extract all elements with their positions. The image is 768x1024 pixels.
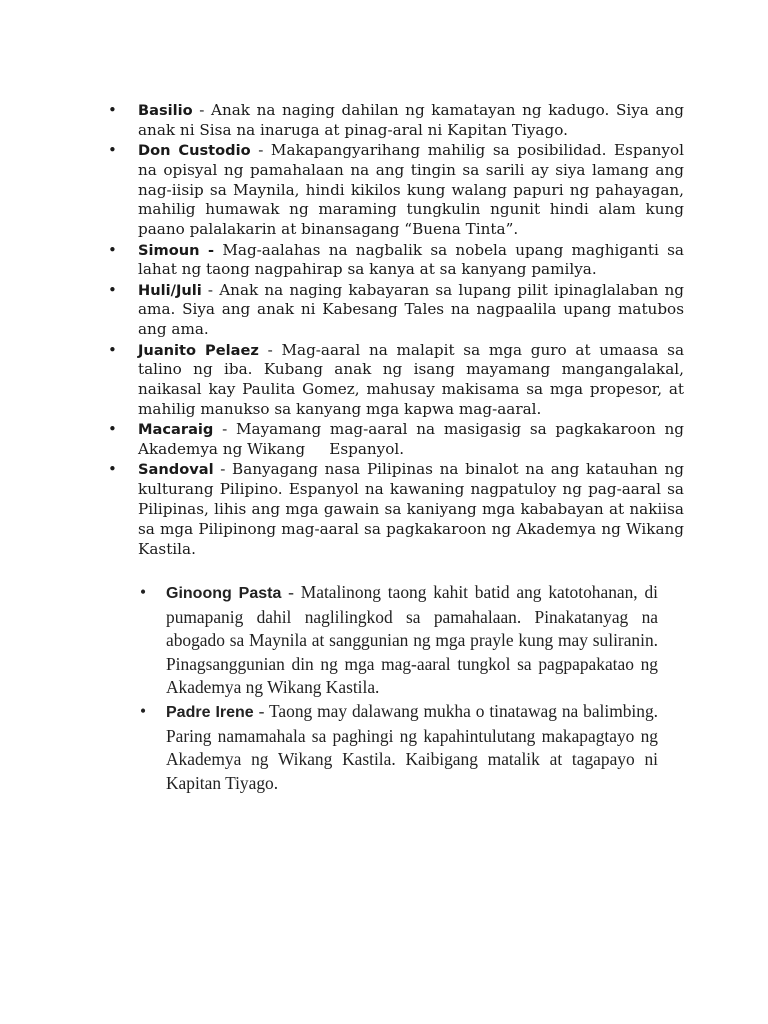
character-name: Simoun - <box>138 241 215 259</box>
character-name: Juanito Pelaez <box>138 341 259 359</box>
list-item-juanito-pelaez <box>108 341 684 420</box>
character-name: Huli/Juli <box>138 281 202 299</box>
character-description: - Banyagang nasa Pilipinas na binalot na ang katauhan ng kulturang Pilipino. Espanyol na kawaning nagpatuloy ng pag-aaral sa Pilipinas, lihis ang mga gawain sa kaniyang mga kababayan at nakiisa sa mga Pilipinong mag-aaral sa pagkakaroon ng Akademya ng Wikang Kastila. <box>138 460 684 558</box>
list-item-simoun <box>108 241 684 281</box>
character-description: - Anak na naging dahilan ng kamatayan ng kadugo. Siya ang anak ni Sisa na inaruga at pinag-aral ni Kapitan Tiyago. <box>138 101 684 139</box>
list-item-don-custodio <box>108 141 684 240</box>
bullet: • <box>108 460 117 479</box>
character-list-part-1 <box>108 101 689 560</box>
list-item-sandoval <box>108 460 684 559</box>
list-item-basilio <box>108 101 684 141</box>
character-name: Basilio <box>138 102 193 119</box>
character-name: Padre Irene <box>166 703 254 721</box>
character-description: - Anak na naging kabayaran sa lupang pilit ipinaglalaban ng ama. Siya ang anak ni Kabesang Tales na nagpaalila upang matubos ang ama. <box>138 280 684 339</box>
character-description: - Taong may dalawang mukha o tinatawag na balimbing. Paring namamahala sa paghingi ng kapahintulutang makapagtayo ng Akademya ng Wikang Kastila. Kaibigang matalik at tagapayo ni Kapitan Tiyago. <box>166 700 659 793</box>
bullet: • <box>108 101 117 119</box>
bullet: • <box>108 420 117 439</box>
character-name: Sandoval <box>138 461 214 479</box>
bullet: • <box>108 340 117 359</box>
bullet: • <box>108 141 117 160</box>
bullet: • <box>140 700 147 721</box>
list-item-huli-juli <box>108 281 684 340</box>
character-name: Ginoong Pasta <box>166 585 282 602</box>
character-name: Macaraig <box>138 421 214 439</box>
character-list-part-2 <box>140 581 658 795</box>
character-description: - Mag-aaral na malapit sa mga guro at umaasa sa talino ng iba. Kubang anak ng isang mayamang mangangalakal, naikasal kay Paulita Gomez, mahusay makisama sa mga propesor, at mahilig manukso sa kanyang mga kapwa mag-aaral. <box>138 340 684 418</box>
bullet: • <box>108 240 117 259</box>
character-description: Mag-aalahas na nagbalik sa nobela upang maghiganti sa lahat ng taong nagpahirap sa kanya at sa kanyang pamilya. <box>138 240 684 279</box>
bullet: • <box>108 280 117 299</box>
list-item-macaraig <box>108 420 689 460</box>
list-item-ginoong-pasta <box>140 581 658 700</box>
character-description: - Makapangyarihang mahilig sa posibilidad. Espanyol na opisyal ng pamahalaan na ang tingin sa sarili ay siya lamang ang nag-iisip sa Maynila, hindi kikilos kung walang papuri ng pahayagan, mahilig humawak ng maraming tungkulin ngunit hindi alam kung paano palalakarin at binansagang “Buena Tinta”. <box>138 141 684 239</box>
bullet: • <box>140 582 147 602</box>
character-description: - Matalinong taong kahit batid ang katotohanan, di pumapanig dahil naglilingkod sa pamahalaan. Pinakatanyag na abogado sa Maynila at sanggunian ng mga prayle kung may suliranin. Pinagsanggunian din ng mga mag-aaral tungkol sa pagpapakatao ng Akademya ng Wikang Kastila. <box>166 582 658 698</box>
list-item-padre-irene <box>140 700 658 795</box>
character-name: Don Custodio <box>138 142 251 160</box>
character-description: - Mayamang mag-aaral na masigasig sa pagkakaroon ng Akademya ng Wikang Espanyol. <box>138 420 689 459</box>
